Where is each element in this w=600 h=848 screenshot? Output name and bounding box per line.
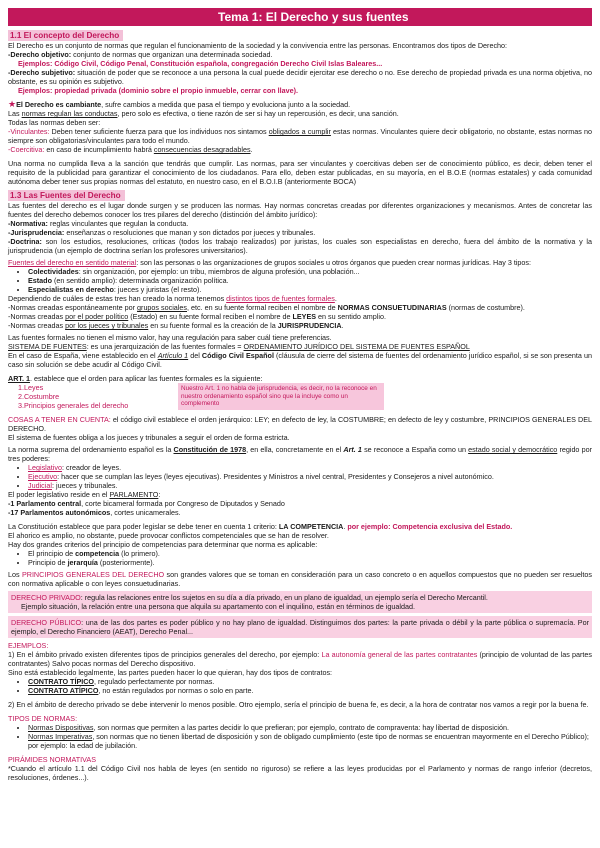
- list-item: • Especialistas en derecho: jueces y juristas (el resto).: [28, 285, 592, 294]
- bullet-list: [8, 463, 592, 490]
- section-heading-concepto: 1.1 El concepto del Derecho: [8, 30, 592, 41]
- highlight-box-derecho-privado: DERECHO PRIVADO: regula las relaciones entre los sujetos en su día a día privado, en un plano de igualdad, un ejemplo sería el Derecho Mercantil. Ejemplo situación, la relación entre una persona que alquila su apartamento con el inquilino, están en términos de igualdad.: [8, 591, 592, 613]
- list-item: • Judicial: jueces y tribunales.: [28, 481, 592, 490]
- list-item: • Normas Dispositivas, son normas que permiten a las partes decidir lo que prefieran; por ejemplo, contrato de compraventa: hay libertad de disposición.: [28, 723, 592, 732]
- paragraph: -Normas creadas por el poder político (Estado) en su fuente formal reciben el nombre de LEYES en su sentido amplio.: [8, 312, 386, 321]
- list-item: • El principio de competencia (lo primero).: [28, 549, 592, 558]
- paragraph: Las normas regulan las conductas, pero solo es efectiva, o tiene razón de ser si hay un repercusión, es decir, una sanción.: [8, 109, 399, 118]
- paragraph: -Normativa: reglas vinculantes que regulan la conducta.: [8, 219, 189, 228]
- paragraph: -Coercitiva: en caso de incumplimiento habrá consecuencias desagradables.: [8, 145, 253, 154]
- paragraph: -Derecho objetivo: conjunto de normas que organizan una determinada sociedad.: [8, 50, 273, 59]
- paragraph: Una norma no cumplida lleva a la sanción que tendrás que cumplir. Las normas, para ser vinculantes y coercitivas deben ser de conocimiento público, es decir, deben tener el requisito de la publicidad para garantizar el conocimiento de los ciudadanos. Para ello, deben estar publicadas, en su mayoría, en el B.O.E (normas estatales) y cada comunidad autónoma deber tener sus propias normas del estatuto, en nuestro caso, en el B.O.I.B (anteriormente BOCA): [8, 159, 592, 186]
- paragraph: 1) En el ámbito privado existen diferentes tipos de principios generales del derecho, por ejemplo: La autonomía general de las partes contratantes (principio de voluntad de las partes contratantes) Salvo pocas normas del Derecho dispositivo.: [8, 650, 592, 668]
- list-item: • Estado (en sentido amplio): determinada organización política.: [28, 276, 592, 285]
- paragraph: Las fuentes del derecho es el lugar donde surgen y se producen las normas. Hay normas concretas creadas por diferentes organizaciones y mecanismos. Antes de concretar las fuentes del derecho debemos conocer los tres pilares del derecho (distinción del ámbito jurídico):: [8, 201, 592, 219]
- highlight-box-derecho-publico: DERECHO PÚBLICO: una de las dos partes es poder público y no hay plano de igualdad. Distinguimos dos partes: la parte privada o débil y la parte pública o supremacía. Por ejemplo, el Derecho Financiero (AEAT), Derecho Penal...: [8, 616, 592, 638]
- bullet-list: [8, 267, 592, 294]
- paragraph: -Derecho subjetivo: situación de poder que se reconoce a una persona la cual puede decidir ejercitar ese derecho o no. Ese derecho de propiedad privada es una norma objetiva, no obstante, es su opinión es subjetivo.: [8, 68, 592, 86]
- bullet-list: [8, 677, 592, 695]
- paragraph: SISTEMA DE FUENTES: es una jerarquización de las fuentes formales = ORDENAMIENTO JURÍDICO DEL SISTEMA DE FUENTES ESPAÑOL: [8, 342, 470, 351]
- page-title: Tema 1: El Derecho y sus fuentes: [8, 8, 592, 26]
- paragraph: Fuentes del derecho en sentido material: son las personas o las organizaciones de grupos sociales u otros órganos que pueden crear normas jurídicas. Hay 3 tipos:: [8, 258, 532, 267]
- paragraph: La norma suprema del ordenamiento español es la Constitución de 1978, en ella, concretamente en el Art. 1 se reconoce a España como un estado social y democrático regido por tres poderes:: [8, 445, 592, 463]
- section-heading-fuentes: 1.3 Las Fuentes del Derecho: [8, 190, 592, 201]
- paragraph: *Cuando el artículo 1.1 del Código Civil nos habla de leyes (en sentido no riguroso) se refiere a las leyes producidas por el Parlamento y normas de rango inferior (decretos, resoluciones, órdenes...).: [8, 764, 592, 782]
- paragraph: -Vinculantes: Deben tener suficiente fuerza para que los individuos nos sintamos obligados a cumplir estas normas. Vinculantes quiere decir obligatorio, no obstante, estas normas no siempre son obligatorias/vinculantes para todo el mundo.: [8, 127, 592, 145]
- list-item: • Normas Imperativas, son normas que no tienen libertad de disposición y son de obligado cumplimiento (este tipo de normas se encuentran mayormente en el Derecho Público); por ejemplo: la edad de jubilación.: [28, 732, 592, 750]
- document-page: [8, 0, 592, 782]
- paragraph: Sino está establecido legalmente, las partes pueden hacer lo que quieran, hay dos tipos de contratos:: [8, 668, 333, 677]
- paragraph: Las fuentes formales no tienen el mismo valor, hay una regulación para saber cuál tiene preferencias.: [8, 333, 332, 342]
- section-label: EJEMPLOS:: [8, 641, 49, 650]
- paragraph: Todas las normas deben ser:: [8, 118, 101, 127]
- list-item: 3.Principios generales del derecho: [18, 401, 129, 410]
- list-item: • Legislativo: creador de leyes.: [28, 463, 592, 472]
- bullet-list: [8, 549, 592, 567]
- paragraph: El Derecho es un conjunto de normas que regulan el funcionamiento de la sociedad y la convivencia entre las personas. Encontramos dos tipos de Derecho:: [8, 41, 508, 50]
- section-label: TIPOS DE NORMAS:: [8, 714, 78, 723]
- paragraph: La Constitución establece que para poder legislar se debe tener en cuenta 1 criterio: LA COMPETENCIA. por ejemplo: Competencia exclusiva del Estado.: [8, 522, 513, 531]
- list-item: • CONTRATO TÍPICO, regulado perfectamente por normas.: [28, 677, 592, 686]
- example-line: Ejemplos: propiedad privada (dominio sobre el propio inmueble, cerrar con llave).: [18, 86, 298, 95]
- paragraph: En el caso de España, viene establecido en el Artículo 1 del Código Civil Español (cláusula de cierre del sistema de fuentes del ordenamiento jurídico español, si se son presenta un caso sin solución se debe acudir al Código Civil.: [8, 351, 592, 369]
- paragraph: El ahorico es amplio, no obstante, puede provocar conflictos competenciales que se han de resolver.: [8, 531, 329, 540]
- paragraph: ★El Derecho es cambiante, sufre cambios a medida que pasa el tiempo y evoluciona junto a la sociedad.: [8, 99, 351, 109]
- list-item: • Ejecutivo: hacer que se cumplan las leyes (leyes ejecutivas). Presidentes y Ministros a nivel central, Presidentes y Consejeros a nivel autonómico.: [28, 472, 592, 481]
- paragraph: -Normas creadas por los jueces y tribunales en su fuente formal es la creación de la JURISPRUDENCIA.: [8, 321, 344, 330]
- paragraph: El sistema de fuentes obliga a los jueces y tribunales a seguir el orden de forma estricta.: [8, 433, 290, 442]
- list-item: • CONTRATO ATÍPICO, no están regulados por normas o solo en parte.: [28, 686, 592, 695]
- paragraph: Los PRINCIPIOS GENERALES DEL DERECHO son grandes valores que se toman en consideración para un caso concreto o en aquellos compuestos que no pueden ser resueltos con normativa aplicable o con leyes consuetudinarias.: [8, 570, 593, 588]
- list-item: 2.Costumbre: [18, 392, 60, 401]
- list-item: 1.Leyes: [18, 383, 44, 392]
- bullet-list: [8, 723, 592, 750]
- note-box: Nuestro Art. 1 no habla de jurisprudencia, es decir, no la reconoce en nuestro ordenamiento español sino que la incluye como un complemento: [178, 383, 384, 410]
- list-item: • Principio de jerarquía (posteriormente).: [28, 558, 592, 567]
- article-list: [8, 383, 168, 410]
- paragraph: -17 Parlamentos autonómicos, cortes unicamerales.: [8, 508, 181, 517]
- paragraph: -Doctrina: son los estudios, resoluciones, críticas (todos los trabajo realizados) por juristas, los cuales son especialistas en derecho, fuera del ámbito de la normativa y la jurisprudencia (un ejemplo de doctrina serían los profesores universitarios).: [8, 237, 592, 255]
- example-line: Ejemplos: Código Civil, Código Penal, Constitución española, congregación Derecho Civil Islas Baleares...: [18, 59, 383, 68]
- paragraph: 2) En el ámbito de derecho privado se debe intervenir lo menos posible. Otro ejemplo, sería el principio de buena fe, es decir, a la hora de contratar nos vamos a regir por la buena fe.: [8, 700, 589, 709]
- star-icon: ★: [8, 99, 17, 109]
- paragraph: COSAS A TENER EN CUENTA: el código civil establece el orden jerárquico: LEY; en defecto de ley, la COSTUMBRE; en defecto de ley y costumbre, PRINCIPIOS GENERALES DEL DERECHO.: [8, 415, 592, 433]
- article-block: [8, 383, 592, 410]
- paragraph: Hay dos grandes criterios del principio de competencias para determinar que norma es aplicable:: [8, 540, 318, 549]
- section-label: PIRÁMIDES NORMATIVAS: [8, 755, 96, 764]
- paragraph: El poder legislativo reside en el PARLAMENTO:: [8, 490, 161, 499]
- paragraph: -Jurisprudencia: enseñanzas o resoluciones que manan y son dictados por jueces y tribunales.: [8, 228, 316, 237]
- paragraph: -1 Parlamento central, corte bicameral formada por Congreso de Diputados y Senado: [8, 499, 285, 508]
- paragraph: -Normas creadas espontáneamente por grupos sociales, etc. en su fuente formal reciben el nombre de NORMAS CONSUETUDINARIAS (normas de costumbre).: [8, 303, 525, 312]
- paragraph: Dependiendo de cuáles de estas tres han creado la norma tenemos distintos tipos de fuentes formales.: [8, 294, 337, 303]
- paragraph: ART. 1. establece que el orden para aplicar las fuentes formales es la siguiente:: [8, 374, 263, 383]
- list-item: • Colectividades: sin organización, por ejemplo: un tribu, miembros de alguna profesión, una población...: [28, 267, 592, 276]
